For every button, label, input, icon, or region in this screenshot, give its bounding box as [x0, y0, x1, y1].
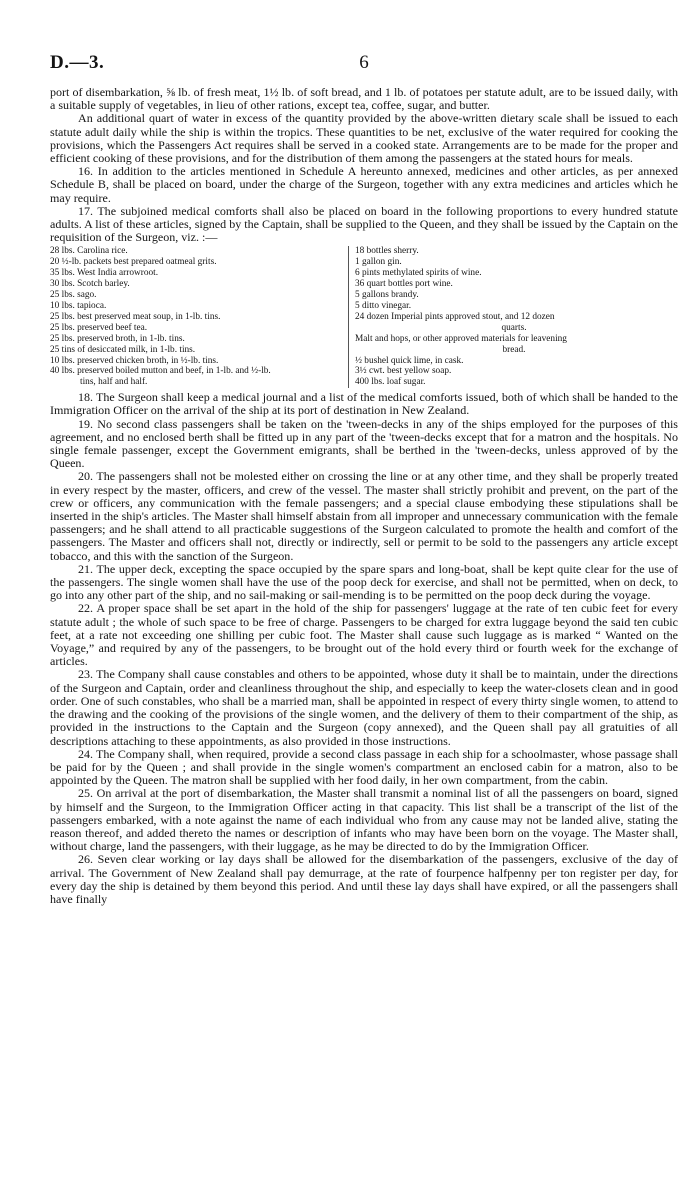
- list-item: 400 lbs. loaf sugar.: [355, 377, 426, 388]
- list-item: 18 bottles sherry.: [355, 246, 419, 257]
- list-item: 24 dozen Imperial pints approved stout, and 12 dozen: [355, 311, 555, 322]
- list-item: 5 ditto vinegar.: [355, 300, 412, 311]
- list-item: 25 lbs. preserved broth, in 1-lb. tins.: [50, 333, 185, 344]
- paragraph-26: 26. Seven clear working or lay days shall be allowed for the disembarkation of the passengers, exclusive of the day of arrival. The Government of New Zealand shall pay demurrage, at the rate of fourpence halfpenny per ton register per day, for every day the ship is detained by them beyond this period. And until these lay days shall have expired, or all the passengers shall have finally: [50, 852, 678, 906]
- paragraph-continuation: port of disembarkation, ⅝ lb. of fresh meat, 1½ lb. of soft bread, and 1 lb. of potatoes per statute adult, are to be issued daily, with a suitable supply of vegetables, in lieu of other rations, except tea, coffee, sugar, and butter.: [50, 85, 678, 113]
- paragraph-16: 16. In addition to the articles mentioned in Schedule A hereunto annexed, medicines and other articles, as per annexed Schedule B, shall be placed on board, under the charge of the Surgeon, together with any extra medicines and articles which he may require.: [50, 164, 678, 205]
- paragraph-24: 24. The Company shall, when required, provide a second class passage in each ship for a schoolmaster, whose passage shall be paid for by the Queen ; and shall provide in the single women's compartment an enclosed cabin for a matron, also to be appointed by the Queen. The matron shall be supplied with her food daily, in her own compartment, from the cabin.: [50, 746, 678, 788]
- list-item: 36 quart bottles port wine.: [355, 279, 453, 290]
- document-body: [50, 86, 678, 906]
- list-item: 25 tins of desiccated milk, in 1-lb. tins.: [50, 344, 196, 355]
- list-item: 3½ cwt. best yellow soap.: [355, 366, 452, 377]
- page-header: [50, 52, 678, 86]
- list-item: 10 lbs. preserved chicken broth, in ½-lb. tins.: [50, 355, 219, 366]
- page-number: 6: [359, 52, 369, 73]
- paragraph-17: 17. The subjoined medical comforts shall also be placed on board in the following proportions to every hundred statute adults. A list of these articles, signed by the Captain, shall be supplied to the Queen, and they shall be issued by the Captain on the requisition of the Surgeon, viz. :—: [50, 203, 678, 245]
- list-item: 25 lbs. preserved beef tea.: [50, 322, 148, 333]
- paragraph-25: 25. On arrival at the port of disembarkation, the Master shall transmit a nominal list of all the passengers on board, signed by himself and the Surgeon, to the Immigration Officer acting in that capacity. This list shall be a transcript of the list of the passengers embarked, with a note against the name of each individual who from any cause may not be landed alive, stating the reason thereof, and added thereto the names or description of infants who may have been born on the voyage. The Master shall, without charge, land the passengers, with their luggage, as he may be directed to do by the Immigration Officer.: [50, 786, 678, 854]
- paragraph-water-allowance: An additional quart of water in excess of the quantity provided by the above-written dietary scale shall be issued to each statute adult daily while the ship is within the tropics. These quantities to be net, exclusive of the water required for cooking the provisions, which the Passengers Act requires shall be served in a cooked state. Arrangements are to be made for the proper and efficient cooking of these provisions, and for the distribution of them among the passengers at the stated hours for meals.: [50, 111, 678, 166]
- list-item: 28 lbs. Carolina rice.: [50, 246, 128, 257]
- paragraph-20: 20. The passengers shall not be molested either on crossing the line or at any other time, and they shall be properly treated in every respect by the master, officers, and crew of the vessel. The master shall strictly prohibit and prevent, on the part of the crew or officers, any communication with the female passengers; and a special clause embodying these stipulations shall be inserted in the ship's articles. The Master shall himself abstain from all improper and unnecessary communication with the female passengers; and he shall attend to all practicable suggestions of the Surgeon calculated to promote the health and comfort of the passengers. The Master and officers shall not, directly or indirectly, sell or permit to be sold to the passengers any article except tobacco, and this with the sanction of the Surgeon.: [50, 469, 678, 563]
- list-item: 35 lbs. West India arrowroot.: [50, 268, 159, 279]
- list-item: 20 ½-lb. packets best prepared oatmeal grits.: [50, 257, 217, 268]
- document-page: [50, 52, 678, 906]
- list-item: ½ bushel quick lime, in cask.: [355, 355, 464, 366]
- list-item: 25 lbs. best preserved meat soup, in 1-lb. tins.: [50, 311, 221, 322]
- list-item-continuation: quarts.: [501, 322, 527, 333]
- list-item: 5 gallons brandy.: [355, 290, 419, 301]
- list-item: Malt and hops, or other approved materials for leavening: [355, 333, 567, 344]
- paragraph-21: 21. The upper deck, excepting the space occupied by the spare spars and long-boat, shall be kept quite clear for the use of the passengers. The single women shall have the use of the poop deck for exercise, and shall not be permitted, when on deck, to go into any other part of the ship, and no sail-making or sail-mending is to be permitted on the poop deck during the voyage.: [50, 561, 678, 603]
- paragraph-23: 23. The Company shall cause constables and others to be appointed, whose duty it shall be to maintain, under the directions of the Surgeon and Captain, order and cleanliness throughout the ship, and especially to keep the water-closets clean and in good order. One of such constables, who shall be a married man, shall be appointed in respect of every thirty single women, to attend to the drawing and the cooking of the provisions of the single women, and the delivery of them to their compartment of the ship, as provided in the instructions to the Captain and the Surgeon (copy annexed), and the Queen shall pay all gratuities of all descriptions attaching to these appointments, as also provided in those instructions.: [50, 667, 678, 748]
- list-item: 25 lbs. sago.: [50, 290, 97, 301]
- list-item: 1 gallon gin.: [355, 257, 402, 268]
- paragraph-18: 18. The Surgeon shall keep a medical journal and a list of the medical comforts issued, both of which shall be handed to the Immigration Officer on the arrival of the ship at its port of destination in New Zealand.: [50, 390, 678, 418]
- medical-comforts-list: [50, 246, 678, 388]
- comforts-right-column: [349, 246, 673, 388]
- paragraph-19: 19. No second class passengers shall be taken on the 'tween-decks in any of the ships employed for the purposes of this agreement, and no enclosed berth shall be fitted up in any part of the 'tween-decks except that for a matron and the hospitals. No single female passenger, except the Government emigrants, shall be berthed in the 'tween-decks, unless approved of by the Queen.: [50, 416, 678, 471]
- list-item-continuation: bread.: [502, 344, 526, 355]
- list-item: 10 lbs. tapioca.: [50, 300, 107, 311]
- paragraph-22: 22. A proper space shall be set apart in the hold of the ship for passengers' luggage at the rate of ten cubic feet for every statute adult ; the whole of such space to be free of charge. Passengers to be charged for extra luggage beyond the said ten cubic feet, at a rate not exceeding one shilling per cubic foot. The Master shall cause such luggage as is marked “ Wanted on the Voyage,” and required by any of the passengers, to be brought out of the hold every third or fourth week for the exchange of articles.: [50, 601, 678, 669]
- list-item: 30 lbs. Scotch barley.: [50, 279, 130, 290]
- document-code: D.—3.: [50, 52, 105, 73]
- list-item-continuation: tins, half and half.: [80, 377, 148, 388]
- comforts-left-column: [50, 246, 349, 388]
- list-item: 40 lbs. preserved boiled mutton and beef, in 1-lb. and ½-lb.: [50, 366, 271, 377]
- list-item: 6 pints methylated spirits of wine.: [355, 268, 482, 279]
